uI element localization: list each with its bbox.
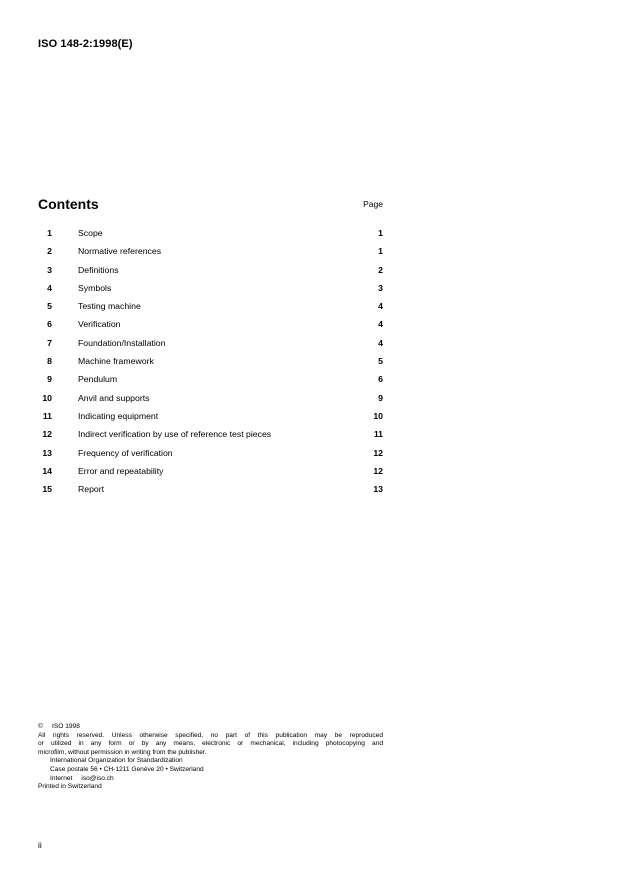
toc-entry-title <box>78 283 350 294</box>
toc-entry <box>38 411 383 429</box>
toc-entry-title <box>78 356 350 367</box>
toc-entry <box>38 283 383 301</box>
toc-entry-label: Foundation/Installation <box>78 338 169 348</box>
toc-entry <box>38 319 383 337</box>
toc-entry-number: 4 <box>47 282 52 293</box>
toc-entry <box>38 374 383 392</box>
organization-name: International Organization for Standardization <box>50 757 183 765</box>
toc-entry-label: Pendulum <box>78 374 121 384</box>
table-of-contents <box>38 228 383 502</box>
copyright-block <box>38 723 383 792</box>
toc-entry-number: 3 <box>47 264 52 275</box>
toc-entry-label: Anvil and supports <box>78 393 153 403</box>
copyright-year: ISO 1998 <box>52 723 80 730</box>
toc-entry-page: 13 <box>373 484 383 495</box>
toc-entry <box>38 265 383 283</box>
toc-entry-title <box>78 448 350 459</box>
toc-entry-label: Testing machine <box>78 301 145 311</box>
rights-line-2: or utilized in any form or by any means, electronic or mechanical, including photocopying and <box>38 740 383 748</box>
toc-entry-title <box>78 411 350 422</box>
toc-entry-title <box>78 466 350 477</box>
toc-entry-page: 2 <box>378 264 383 275</box>
toc-entry-page: 1 <box>378 246 383 257</box>
toc-entry-title <box>78 374 350 385</box>
toc-entry-page: 4 <box>378 337 383 348</box>
toc-entry-page: 9 <box>378 392 383 403</box>
rights-line-1: All rights reserved. Unless otherwise specified, no part of this publication may be reproduced <box>38 731 383 739</box>
toc-entry-page: 1 <box>378 228 383 238</box>
toc-entry-number: 10 <box>42 392 52 403</box>
toc-entry-title <box>78 228 350 239</box>
toc-entry <box>38 484 383 502</box>
toc-entry-title <box>78 319 350 330</box>
toc-entry <box>38 338 383 356</box>
toc-entry <box>38 429 383 447</box>
toc-entry-page: 6 <box>378 374 383 385</box>
toc-entry-title <box>78 429 350 440</box>
printed-in: Printed in Switzerland <box>38 783 102 791</box>
toc-entry-label: Normative references <box>78 246 165 256</box>
document-id: ISO 148-2:1998(E) <box>38 38 133 50</box>
toc-entry-page: 10 <box>373 410 383 421</box>
toc-entry-page: 4 <box>378 319 383 330</box>
toc-entry-page: 4 <box>378 301 383 312</box>
page-number: ii <box>38 840 42 850</box>
toc-entry-label: Indicating equipment <box>78 411 162 421</box>
contents-title: Contents <box>38 196 99 212</box>
toc-entry-page: 3 <box>378 282 383 293</box>
toc-entry-label: Report <box>78 484 108 494</box>
toc-entry-label: Frequency of verification <box>78 448 177 458</box>
toc-entry-label: Error and repeatability <box>78 466 167 476</box>
toc-entry-label: Verification <box>78 319 125 329</box>
toc-entry <box>38 301 383 319</box>
internet-line <box>38 775 383 784</box>
toc-entry-page: 11 <box>373 429 383 440</box>
toc-entry-label: Scope <box>78 228 107 238</box>
toc-entry-label: Indirect verification by use of reference test pieces <box>78 429 275 439</box>
page-column-heading: Page <box>363 199 383 209</box>
toc-entry-title <box>78 393 350 404</box>
toc-entry-label: Symbols <box>78 283 115 293</box>
toc-entry-title <box>78 301 350 312</box>
toc-entry <box>38 448 383 466</box>
copyright-symbol: © <box>38 723 43 730</box>
toc-entry <box>38 228 383 246</box>
toc-entry-number: 6 <box>47 319 52 330</box>
copyright-notice <box>38 723 383 732</box>
toc-entry-title <box>78 246 350 257</box>
toc-entry-label: Machine framework <box>78 356 158 366</box>
toc-entry-title <box>78 484 350 495</box>
toc-entry-number: 12 <box>42 429 52 440</box>
toc-entry-page: 12 <box>373 447 383 458</box>
internet-label: Internet <box>50 774 73 782</box>
toc-entry <box>38 466 383 484</box>
toc-entry-number: 14 <box>42 465 52 476</box>
toc-entry-page: 12 <box>373 465 383 476</box>
toc-entry <box>38 393 383 411</box>
toc-entry-number: 2 <box>47 246 52 257</box>
toc-entry-title <box>78 338 350 349</box>
internet-email: iso@iso.ch <box>81 774 114 782</box>
toc-entry-label: Definitions <box>78 265 123 275</box>
toc-entry <box>38 246 383 264</box>
toc-entry <box>38 356 383 374</box>
toc-entry-number: 11 <box>42 410 52 421</box>
toc-entry-number: 1 <box>47 228 52 238</box>
organization-address: Case postale 56 • CH-1211 Genève 20 • Switzerland <box>50 765 204 773</box>
toc-entry-number: 15 <box>42 484 52 495</box>
toc-entry-title <box>78 265 350 276</box>
toc-entry-number: 7 <box>47 337 52 348</box>
rights-line-3: microfilm, without permission in writing from the publisher. <box>38 748 207 756</box>
toc-entry-number: 8 <box>47 356 52 367</box>
toc-entry-number: 13 <box>42 447 52 458</box>
toc-entry-number: 9 <box>47 374 52 385</box>
toc-entry-number: 5 <box>47 301 52 312</box>
toc-entry-page: 5 <box>378 356 383 367</box>
